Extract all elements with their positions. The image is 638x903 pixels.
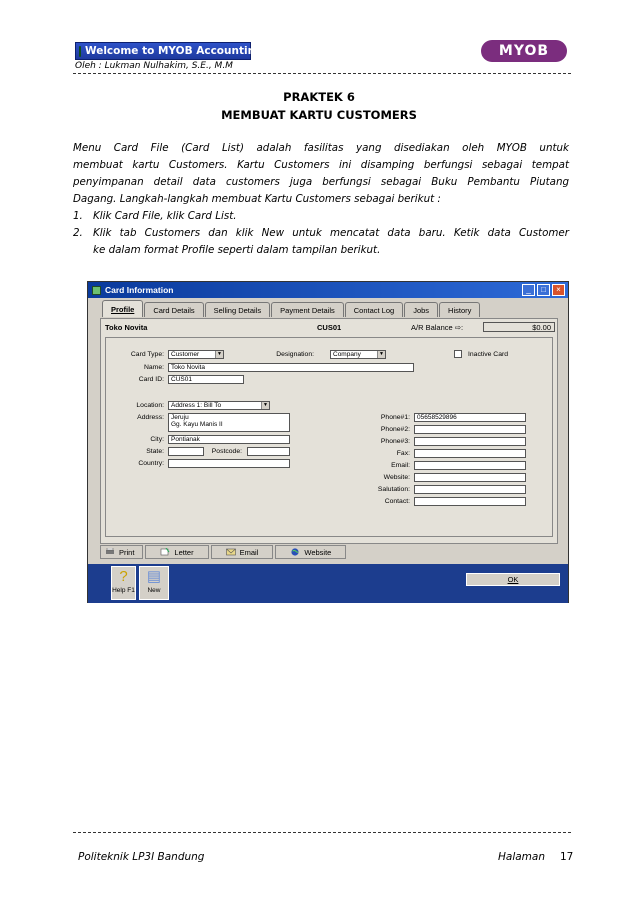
question-mark-icon: ? xyxy=(119,568,128,585)
chevron-down-icon: ▼ xyxy=(377,351,385,358)
new-card-icon: ▤ xyxy=(146,568,162,585)
website-label: Website: xyxy=(383,474,410,481)
tab-jobs[interactable]: Jobs xyxy=(404,302,438,317)
location-value: Address 1: Bill To xyxy=(171,402,222,409)
address-field[interactable] xyxy=(168,413,290,432)
window-title: Card Information xyxy=(105,285,174,295)
address-label: Address: xyxy=(137,414,164,421)
chevron-down-icon: ▼ xyxy=(261,402,269,409)
fax-field[interactable] xyxy=(414,449,526,458)
state-field[interactable] xyxy=(168,447,204,456)
state-label: State: xyxy=(146,448,164,455)
ar-balance-value: $0.00 xyxy=(483,322,555,332)
card-summary-row xyxy=(105,323,553,335)
fax-label: Fax: xyxy=(396,450,410,457)
location-label: Location: xyxy=(136,402,164,409)
paragraph-line: Menu Card File (Card List) adalah fasilitas yang disediakan oleh MYOB untuk xyxy=(73,142,569,154)
website-field[interactable] xyxy=(414,473,526,482)
email-field[interactable] xyxy=(414,461,526,470)
step-text-continued: ke dalam format Profile seperti dalam tampilan berikut. xyxy=(93,244,381,256)
tab-selling-details[interactable]: Selling Details xyxy=(205,302,271,317)
help-button[interactable] xyxy=(111,566,136,600)
new-button[interactable] xyxy=(139,566,169,600)
myob-logo xyxy=(481,40,567,62)
card-id-label: Card ID: xyxy=(138,376,164,383)
email-label-button: Email xyxy=(239,547,259,557)
tab-payment-details[interactable]: Payment Details xyxy=(271,302,344,317)
phone2-label: Phone#2: xyxy=(380,426,410,433)
header-banner-text: Welcome to MYOB Accounting xyxy=(85,45,263,57)
paragraph-line: membuat kartu Customers. Kartu Customers ini disamping berfungsi sebagai tempat xyxy=(73,159,569,171)
paragraph-line: penyimpanan detail data customers juga berfungsi sebagai Buku Pembantu Piutang xyxy=(73,176,569,188)
name-label: Name: xyxy=(143,364,164,371)
card-type-value: Customer xyxy=(171,351,200,358)
letter-label: Letter xyxy=(174,547,194,557)
contact-field[interactable] xyxy=(414,497,526,506)
website-label-button: Website xyxy=(304,547,332,557)
email-label: Email: xyxy=(391,462,410,469)
designation-label: Designation: xyxy=(276,351,314,358)
location-select[interactable] xyxy=(168,401,270,410)
ar-balance-label: A/R Balance ⇨: xyxy=(411,323,464,332)
ok-button[interactable]: OK xyxy=(466,573,560,586)
contact-label: Contact: xyxy=(384,498,410,505)
author-line: Oleh : Lukman Nulhakim, S.E., M.M xyxy=(75,61,233,71)
tab-card-details[interactable]: Card Details xyxy=(144,302,203,317)
globe-icon xyxy=(290,548,300,556)
maximize-icon[interactable]: □ xyxy=(537,284,550,296)
phone2-field[interactable] xyxy=(414,425,526,434)
card-id-display: CUS01 xyxy=(317,323,342,332)
country-label: Country: xyxy=(138,460,164,467)
printer-icon xyxy=(105,548,115,556)
salutation-label: Salutation: xyxy=(377,486,410,493)
city-label: City: xyxy=(150,436,164,443)
letter-button[interactable] xyxy=(145,545,208,559)
footer-page-number: 17 xyxy=(560,851,574,863)
window-controls xyxy=(522,284,565,296)
tab-profile[interactable]: Profile xyxy=(102,300,143,317)
print-label: Print xyxy=(119,547,135,557)
new-label: New xyxy=(147,587,161,594)
profile-panel xyxy=(100,318,558,544)
postcode-label: Postcode: xyxy=(211,448,242,455)
step-text: Klik Card File, klik Card List. xyxy=(93,210,237,222)
address-line: Jeruju xyxy=(171,414,189,421)
step-number: 1. xyxy=(73,210,83,222)
header-banner xyxy=(75,42,263,60)
print-button[interactable] xyxy=(100,545,143,559)
phone1-field[interactable]: 05658529896 xyxy=(414,413,526,422)
window-footer xyxy=(88,564,568,603)
inactive-card-checkbox[interactable] xyxy=(454,350,462,358)
tab-history[interactable]: History xyxy=(439,302,480,317)
phone3-field[interactable] xyxy=(414,437,526,446)
letter-icon xyxy=(160,548,170,556)
card-action-bar xyxy=(100,545,558,562)
myob-logo-text: MYOB xyxy=(498,43,550,59)
window-icon xyxy=(92,286,101,295)
address-line: Gg. Kayu Manis II xyxy=(171,421,223,428)
help-label: Help F1 xyxy=(112,587,135,594)
footer-divider xyxy=(73,832,571,833)
card-type-select[interactable] xyxy=(168,350,224,359)
city-field[interactable]: Pontianak xyxy=(168,435,290,444)
intro-paragraph xyxy=(73,140,569,208)
tab-contact-log[interactable]: Contact Log xyxy=(345,302,403,317)
close-icon[interactable]: × xyxy=(552,284,565,296)
step-number: 2. xyxy=(73,227,83,239)
paragraph-line: Dagang. Langkah-langkah membuat Kartu Customers sebagai berikut : xyxy=(73,193,441,205)
card-id-field[interactable]: CUS01 xyxy=(168,375,244,384)
myob-app-icon xyxy=(79,46,81,57)
salutation-field[interactable] xyxy=(414,485,526,494)
country-field[interactable] xyxy=(168,459,290,468)
card-information-window xyxy=(87,281,569,603)
designation-value: Company xyxy=(333,351,361,358)
designation-select[interactable] xyxy=(330,350,386,359)
website-button[interactable] xyxy=(275,545,346,559)
postcode-field[interactable] xyxy=(247,447,290,456)
page-title-line1: PRAKTEK 6 xyxy=(283,90,355,104)
email-button[interactable] xyxy=(211,545,274,559)
header-divider xyxy=(73,73,571,74)
profile-form xyxy=(105,337,553,537)
envelope-icon xyxy=(226,548,236,556)
card-name-display: Toko Novita xyxy=(105,323,148,332)
footer-page-label: Halaman xyxy=(498,851,545,863)
page-title-line2: MEMBUAT KARTU CUSTOMERS xyxy=(221,108,417,122)
inactive-card-label: Inactive Card xyxy=(468,351,509,358)
card-type-label: Card Type: xyxy=(130,351,164,358)
phone1-label: Phone#1: xyxy=(380,414,410,421)
chevron-down-icon: ▼ xyxy=(215,351,223,358)
phone3-label: Phone#3: xyxy=(380,438,410,445)
window-titlebar[interactable] xyxy=(88,282,568,298)
card-tabs xyxy=(102,302,480,317)
step-text: Klik tab Customers dan klik New untuk mencatat data baru. Ketik data Customer xyxy=(93,227,569,239)
minimize-icon[interactable]: _ xyxy=(522,284,535,296)
footer-institution: Politeknik LP3I Bandung xyxy=(78,851,205,863)
name-field[interactable]: Toko Novita xyxy=(168,363,414,372)
